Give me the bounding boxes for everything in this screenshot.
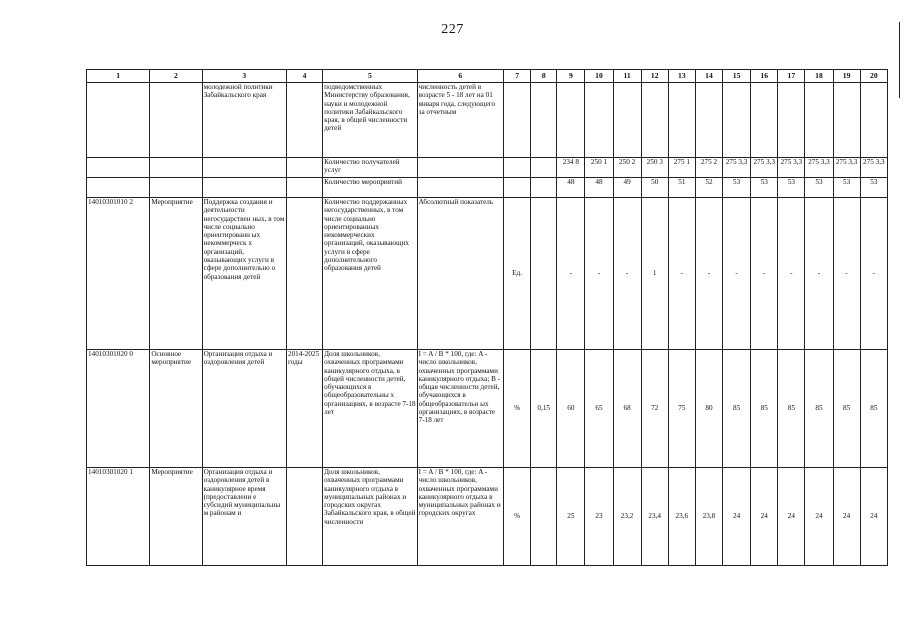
unit-cell (504, 83, 531, 158)
code-cell: 14010301020 0 (87, 350, 150, 468)
column-header-12: 12 (641, 70, 668, 83)
column-header-13: 13 (668, 70, 695, 83)
value-cell: 23 (585, 468, 613, 566)
value-cell (641, 83, 668, 158)
value-cell: 85 (751, 350, 778, 468)
value-cell: - (557, 198, 585, 350)
value-cell: 24 (723, 468, 751, 566)
value-cell: 234 8 (557, 158, 585, 178)
page-number: 227 (441, 22, 464, 37)
formula-cell: I = A / B * 100, где: A - число школьников, охваченных программами каникулярного отдыха в муниципальных районах и городских округах (417, 468, 503, 566)
value-cell: 24 (751, 468, 778, 566)
unit-cell (504, 158, 531, 178)
value-cell: 53 (805, 178, 833, 198)
value-cell: 250 1 (585, 158, 613, 178)
header-row (87, 70, 888, 83)
value-cell: 23,6 (668, 468, 695, 566)
value-cell: 53 (860, 178, 887, 198)
value-cell: 23,2 (613, 468, 641, 566)
value-cell: 85 (805, 350, 833, 468)
value-cell: - (585, 198, 613, 350)
value-cell: 68 (613, 350, 641, 468)
value-cell: 53 (723, 178, 751, 198)
column-header-1: 1 (87, 70, 150, 83)
value-cell: - (805, 198, 833, 350)
column-header-4: 4 (286, 70, 322, 83)
value-cell: 275 3,3 (778, 158, 805, 178)
type-cell: Мероприятие (150, 198, 202, 350)
weight-cell (531, 178, 557, 198)
period-cell (286, 198, 322, 350)
column-header-7: 7 (504, 70, 531, 83)
value-cell: - (833, 198, 860, 350)
value-cell: 275 3,3 (860, 158, 887, 178)
type-cell (150, 158, 202, 178)
value-cell: - (613, 198, 641, 350)
value-cell: 51 (668, 178, 695, 198)
name-cell: молодежной политики Забайкальского края (202, 83, 286, 158)
table-row (87, 158, 888, 178)
value-cell (585, 83, 613, 158)
value-cell: 52 (695, 178, 722, 198)
weight-cell: 0,15 (531, 350, 557, 468)
column-header-9: 9 (557, 70, 585, 83)
table-row (87, 83, 888, 158)
name-cell: Организация отдыха и оздоровления детей (202, 350, 286, 468)
name-cell: Организация отдыха и оздоровления детей в каникулярное время (предоставлени е субсидий муниципальны м районам и (202, 468, 286, 566)
formula-cell: численность детей в возрасте 5 - 18 лет на 01 января года, следующего за отчетным (417, 83, 503, 158)
column-header-2: 2 (150, 70, 202, 83)
value-cell: 23,8 (695, 468, 722, 566)
name-cell (202, 158, 286, 178)
value-cell (751, 83, 778, 158)
value-cell: 275 2 (695, 158, 722, 178)
indicator-cell: Количество поддержанных негосударственных, в том числе социально ориентированных некоммерческих организаций, оказывающих услуги в сфере дополнительного образования детей (323, 198, 417, 350)
value-cell: - (695, 198, 722, 350)
value-cell: 85 (833, 350, 860, 468)
type-cell: Основное мероприятие (150, 350, 202, 468)
indicator-cell: подведомственных Министерству образования, науки и молодежной политики Забайкальского края, в общей численности детей (323, 83, 417, 158)
value-cell: 1 (641, 198, 668, 350)
value-cell: 85 (860, 350, 887, 468)
table-row (87, 468, 888, 566)
value-cell: 24 (805, 468, 833, 566)
column-header-6: 6 (417, 70, 503, 83)
value-cell: 50 (641, 178, 668, 198)
name-cell (202, 178, 286, 198)
value-cell: 24 (833, 468, 860, 566)
value-cell: 48 (557, 178, 585, 198)
period-cell (286, 158, 322, 178)
value-cell: 60 (557, 350, 585, 468)
unit-cell: Ед. (504, 198, 531, 350)
column-header-10: 10 (585, 70, 613, 83)
value-cell: - (723, 198, 751, 350)
value-cell: 49 (613, 178, 641, 198)
value-cell: 72 (641, 350, 668, 468)
column-header-17: 17 (778, 70, 805, 83)
type-cell (150, 83, 202, 158)
value-cell: 85 (778, 350, 805, 468)
value-cell (557, 83, 585, 158)
value-cell: 275 1 (668, 158, 695, 178)
column-header-8: 8 (531, 70, 557, 83)
code-cell: 14010301010 2 (87, 198, 150, 350)
table-body (87, 70, 888, 566)
column-header-18: 18 (805, 70, 833, 83)
value-cell: 250 2 (613, 158, 641, 178)
unit-cell (504, 178, 531, 198)
table-row (87, 350, 888, 468)
indicator-cell: Доля школьников, охваченных программами каникулярного отдыха, в общей численности детей, обучающихся в общеобразовательны х организациях, в возрасте 7-18 лет (323, 350, 417, 468)
value-cell (723, 83, 751, 158)
indicator-cell: Количество мероприятий (323, 178, 417, 198)
value-cell: 65 (585, 350, 613, 468)
unit-cell: % (504, 468, 531, 566)
formula-cell: Абсолютный показатель (417, 198, 503, 350)
code-cell (87, 83, 150, 158)
indicator-cell: Количество получателей услуг (323, 158, 417, 178)
column-header-3: 3 (202, 70, 286, 83)
value-cell: 53 (778, 178, 805, 198)
column-header-20: 20 (860, 70, 887, 83)
value-cell: 85 (723, 350, 751, 468)
table-row (87, 198, 888, 350)
period-cell (286, 468, 322, 566)
value-cell: 275 3,3 (723, 158, 751, 178)
table-row (87, 178, 888, 198)
value-cell: 80 (695, 350, 722, 468)
value-cell: 24 (778, 468, 805, 566)
period-cell (286, 83, 322, 158)
value-cell: 275 3,3 (833, 158, 860, 178)
scan-edge-line (899, 22, 900, 98)
value-cell (668, 83, 695, 158)
value-cell: 25 (557, 468, 585, 566)
period-cell: 2014-2025 годы (286, 350, 322, 468)
value-cell (695, 83, 722, 158)
value-cell: - (668, 198, 695, 350)
indicator-cell: Доля школьников, охваченных программами каникулярного отдыха в муниципальных районах и городских округах Забайкальского края, в общей численности (323, 468, 417, 566)
value-cell: 53 (833, 178, 860, 198)
value-cell: 250 3 (641, 158, 668, 178)
code-cell (87, 178, 150, 198)
value-cell (860, 83, 887, 158)
weight-cell (531, 158, 557, 178)
formula-cell: I = A / B * 100, где: A - число школьников, охваченных программами каникулярного отдыха; B - общая численности детей, обучающихся в общеобразовательн ых организациях, в возрасте 7-18 лет (417, 350, 503, 468)
code-cell: 14010301020 1 (87, 468, 150, 566)
value-cell: 275 3,3 (751, 158, 778, 178)
value-cell: 24 (860, 468, 887, 566)
value-cell (613, 83, 641, 158)
column-header-19: 19 (833, 70, 860, 83)
value-cell (805, 83, 833, 158)
weight-cell (531, 468, 557, 566)
type-cell: Мероприятие (150, 468, 202, 566)
value-cell: - (751, 198, 778, 350)
value-cell: 48 (585, 178, 613, 198)
formula-cell (417, 178, 503, 198)
column-header-14: 14 (695, 70, 722, 83)
value-cell: - (778, 198, 805, 350)
value-cell: 53 (751, 178, 778, 198)
formula-cell (417, 158, 503, 178)
column-header-15: 15 (723, 70, 751, 83)
column-header-11: 11 (613, 70, 641, 83)
name-cell: Поддержка создания и деятельности негосударствен ных, в том числе социально ориентированн ых некоммерческ х организаций, оказывающих услуги в сфере дополнительно о образования детей (202, 198, 286, 350)
code-cell (87, 158, 150, 178)
period-cell (286, 178, 322, 198)
value-cell: 275 3,3 (805, 158, 833, 178)
value-cell: 23,4 (641, 468, 668, 566)
value-cell: 75 (668, 350, 695, 468)
value-cell (833, 83, 860, 158)
weight-cell (531, 198, 557, 350)
value-cell: - (860, 198, 887, 350)
column-header-5: 5 (323, 70, 417, 83)
unit-cell: % (504, 350, 531, 468)
value-cell (778, 83, 805, 158)
column-header-16: 16 (751, 70, 778, 83)
weight-cell (531, 83, 557, 158)
indicator-table (86, 69, 888, 566)
type-cell (150, 178, 202, 198)
